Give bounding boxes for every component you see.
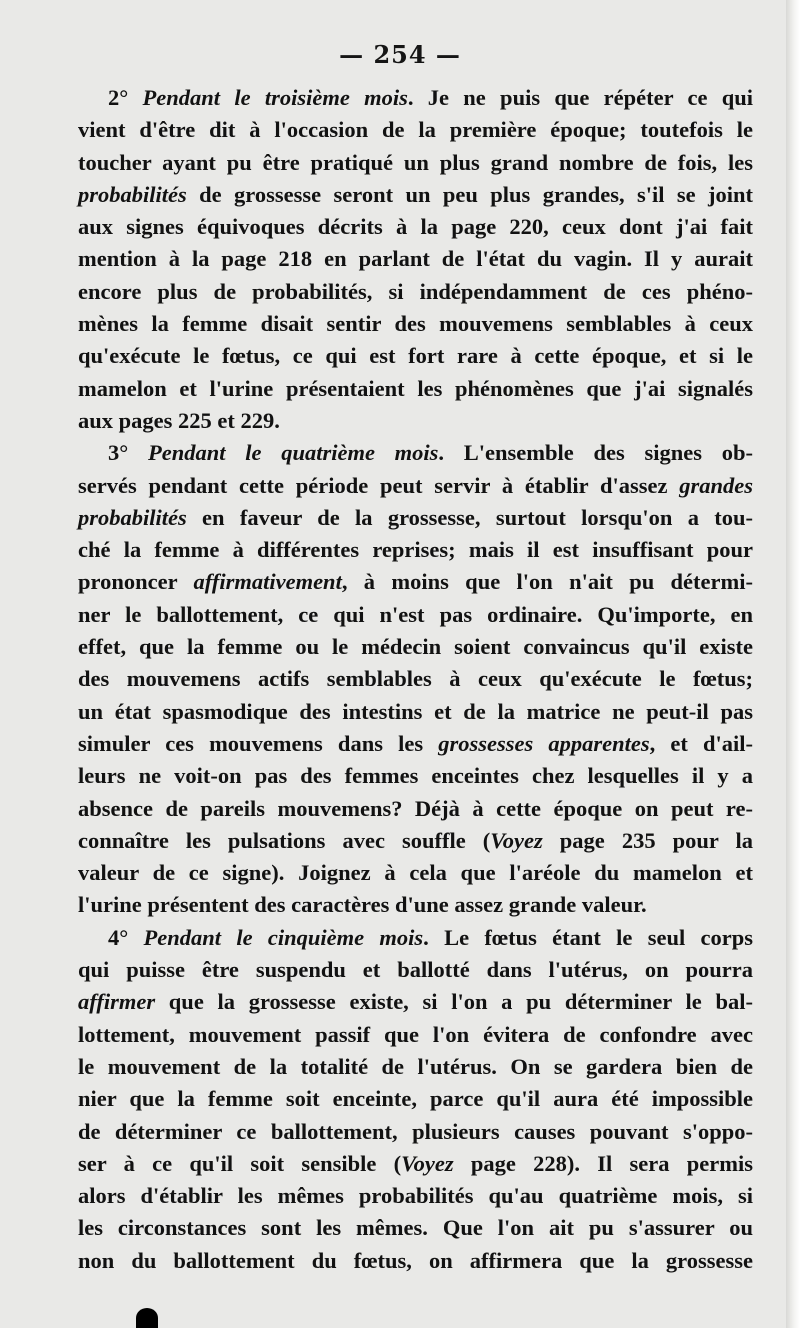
text-line: [78, 437, 753, 469]
text-line: [78, 1019, 753, 1051]
italic-text: grandes: [679, 472, 753, 498]
line-text: . Je ne puis que répéter ce qui: [407, 85, 753, 110]
line-text: encore plus de probabilités, si indépendamment de ces phéno-: [78, 278, 753, 304]
line-text: des mouvemens actifs semblables à ceux qu'exécute le fœtus;: [78, 666, 753, 692]
text-line: [78, 502, 753, 534]
line-text: 2°: [108, 85, 143, 110]
italic-text: probabilités: [78, 181, 187, 207]
body-text: [78, 82, 753, 1277]
text-line: [78, 954, 753, 986]
line-text: mènes la femme disait sentir des mouvemens semblables à ceux: [78, 311, 753, 337]
italic-text: affirmativement: [193, 569, 342, 595]
line-text: page 228). Il sera permis: [453, 1150, 753, 1176]
italic-text: Pendant le troisième mois: [142, 85, 408, 110]
line-text: de déterminer ce ballottement, plusieurs causes pouvant s'oppo-: [78, 1118, 753, 1144]
italic-text: grossesses apparentes: [438, 730, 650, 756]
line-text: aux signes équivoques décrits à la page 220, ceux dont j'ai fait: [78, 214, 753, 240]
line-text: les circonstances sont les mêmes. Que l'on ait pu s'assurer ou: [78, 1215, 753, 1241]
line-text: effet, que la femme ou le médecin soient convaincus qu'il existe: [78, 634, 753, 660]
text-line: [78, 308, 753, 340]
line-text: 3°: [108, 440, 148, 466]
text-line: [78, 760, 753, 792]
text-line: [78, 114, 753, 146]
text-line: [78, 1083, 753, 1115]
line-text: en faveur de la grossesse, surtout lorsqu'on a tou-: [186, 504, 753, 530]
line-text: , à moins que l'on n'ait pu détermi-: [341, 569, 753, 595]
text-line: [78, 793, 753, 825]
line-text: lottement, mouvement passif que l'on évitera de confondre avec: [78, 1021, 753, 1047]
text-line: [78, 1245, 753, 1277]
line-text: valeur de ce signe). Joignez à cela que l'aréole du mamelon et: [78, 860, 753, 886]
page-number: — 254 —: [339, 40, 461, 69]
line-text: l'urine présentent des caractères d'une assez grande valeur.: [78, 892, 647, 918]
line-text: ser à ce qu'il soit sensible (: [78, 1150, 402, 1176]
line-text: qui puisse être suspendu et ballotté dans l'utérus, on pourra: [78, 957, 753, 983]
text-line: [78, 566, 753, 598]
line-text: page 235 pour la: [542, 827, 753, 853]
line-text: nier que la femme soit enceinte, parce qu'il aura été impossible: [78, 1086, 753, 1112]
line-text: toucher ayant pu être pratiqué un plus grand nombre de fois, les: [78, 149, 753, 175]
line-text: simuler ces mouvemens dans les: [78, 730, 439, 756]
line-text: servés pendant cette période peut servir à établir d'assez: [78, 472, 680, 498]
text-line: [78, 728, 753, 760]
text-line: [78, 373, 753, 405]
page-edge: [786, 0, 800, 1328]
line-text: . Le fœtus étant le seul corps: [423, 924, 754, 950]
line-text: absence de pareils mouvemens? Déjà à cette époque on peut re-: [78, 795, 753, 821]
text-line: [78, 663, 753, 695]
text-line: [78, 1180, 753, 1212]
text-line: [78, 179, 753, 211]
text-line: [78, 470, 753, 502]
ink-speck: [136, 1308, 158, 1328]
text-line: [78, 405, 753, 437]
line-text: que la grossesse existe, si l'on a pu déterminer le bal-: [155, 989, 753, 1015]
line-text: leurs ne voit-on pas des femmes enceintes chez lesquelles il y a: [78, 763, 753, 789]
text-line: [78, 696, 753, 728]
line-text: un état spasmodique des intestins et de la matrice ne peut-il pas: [78, 698, 753, 724]
text-line: [78, 986, 753, 1018]
text-line: [78, 1051, 753, 1083]
line-text: mention à la page 218 en parlant de l'état du vagin. Il y aurait: [78, 246, 753, 272]
line-text: , et d'ail-: [649, 730, 753, 756]
text-line: [78, 857, 753, 889]
italic-text: probabilités: [78, 504, 187, 530]
text-line: [78, 340, 753, 372]
line-text: ner le ballottement, ce qui n'est pas ordinaire. Qu'importe, en: [78, 601, 753, 627]
line-text: de grossesse seront un peu plus grandes, s'il se joint: [186, 181, 753, 207]
text-line: [78, 243, 753, 275]
text-line: [78, 1212, 753, 1244]
text-line: [78, 1116, 753, 1148]
line-text: prononcer: [78, 569, 194, 595]
italic-text: Voyez: [401, 1150, 454, 1176]
line-text: ché la femme à différentes reprises; mais il est insuffisant pour: [78, 537, 753, 563]
italic-text: Pendant le quatrième mois: [147, 440, 439, 466]
line-text: connaître les pulsations avec souffle (: [78, 827, 491, 853]
line-text: 4°: [108, 924, 144, 950]
text-line: [78, 889, 753, 921]
line-text: alors d'établir les mêmes probabilités qu'au quatrième mois, si: [78, 1183, 753, 1209]
text-line: [78, 631, 753, 663]
italic-text: affirmer: [78, 989, 156, 1015]
line-text: vient d'être dit à l'occasion de la première époque; toutefois le: [78, 117, 753, 143]
text-line: [78, 599, 753, 631]
text-line: [78, 1148, 753, 1180]
text-line: [78, 147, 753, 179]
italic-text: Pendant le cinquième mois: [143, 924, 424, 950]
text-line: [78, 211, 753, 243]
line-text: mamelon et l'urine présentaient les phénomènes que j'ai signalés: [78, 375, 753, 401]
text-line: [78, 825, 753, 857]
italic-text: Voyez: [490, 827, 543, 853]
text-line: [78, 534, 753, 566]
line-text: . L'ensemble des signes ob-: [438, 440, 753, 466]
text-line: [78, 82, 753, 114]
line-text: aux pages 225 et 229.: [78, 407, 280, 433]
line-text: le mouvement de la totalité de l'utérus. On se gardera bien de: [78, 1053, 753, 1079]
line-text: non du ballottement du fœtus, on affirmera que la grossesse: [78, 1247, 753, 1273]
text-line: [78, 922, 753, 954]
line-text: qu'exécute le fœtus, ce qui est fort rare à cette époque, et si le: [78, 343, 753, 369]
text-line: [78, 276, 753, 308]
